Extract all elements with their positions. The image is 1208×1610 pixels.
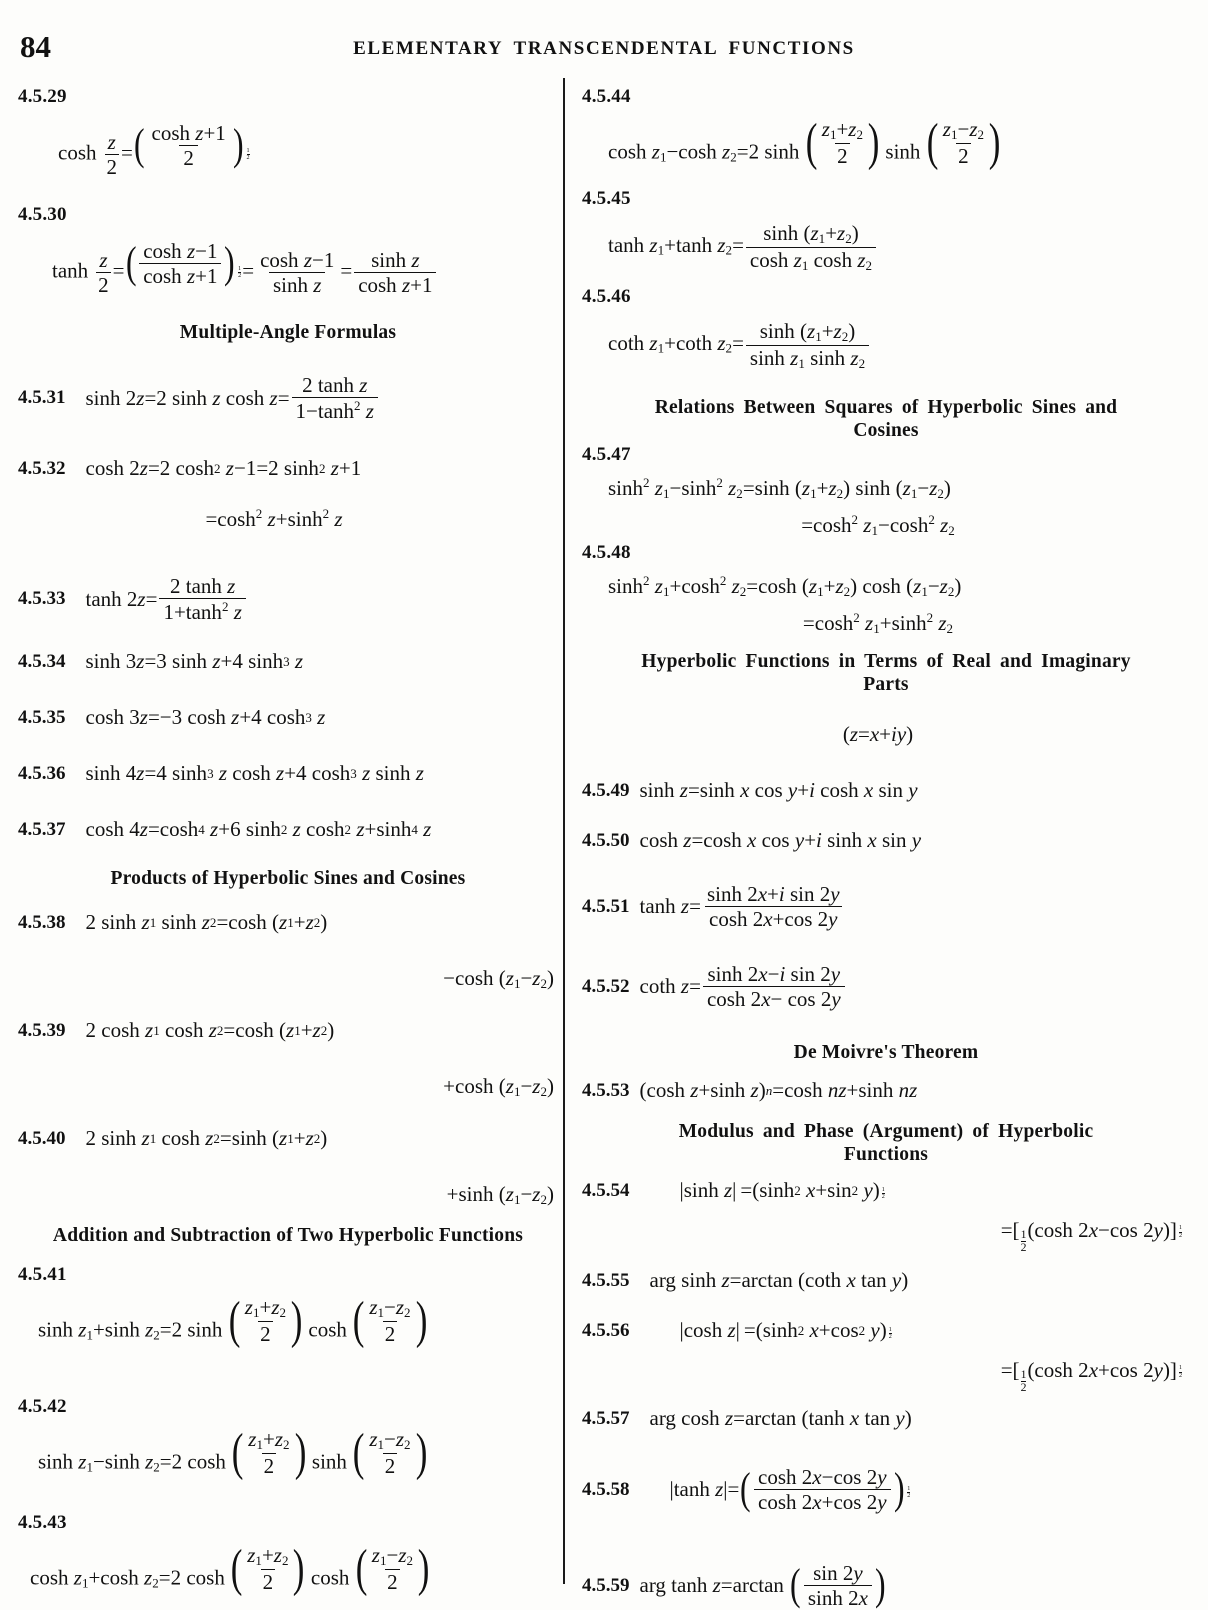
equation-4-5-54-continued: =[ $\frac{1}{2}$ (cosh 2x−cos 2y)] $^{\frac{1}{2}}$ xyxy=(1000,1218,1182,1254)
equation-4-5-31: sinh 2 z =2 sinh z cosh z = $\frac{\text{2 tanh z}}{1-\tanh^2 z}$ xyxy=(86,374,380,422)
equation-row-4-5-51 xyxy=(582,883,846,930)
left-column xyxy=(14,78,562,1597)
equation-4-5-35: cosh 3 z =−3 cosh z +4 cosh 3 z xyxy=(85,705,326,729)
equation-tag-4-5-57: 4.5.57 xyxy=(582,1407,630,1429)
equation-row-4-5-59 xyxy=(582,1562,887,1609)
equation-4-5-40: 2 sinh z 1 cosh z 2 =sinh ( z 1 + z 2 ) xyxy=(85,1126,328,1150)
equation-tag-4-5-50: 4.5.50 xyxy=(582,829,630,851)
equation-tag-4-5-31: 4.5.31 xyxy=(18,387,66,409)
equation-4-5-46: coth $z_1+\cot h$ $z_2=$ $\frac{\sinh (z_1+z_2)}{\sinh z_1 \sinh z_2}$ xyxy=(608,320,871,370)
equation-row-4-5-38 xyxy=(18,910,327,935)
equation-4-5-47: $\sinh^2 z_1-\sinh^2$ $z_2=\sinh$ $(z_1+z_2)$ $\sinh (z_1-z_2)$ xyxy=(608,475,951,501)
equation-tag-4-5-30: 4.5.30 xyxy=(18,204,67,225)
equation-tag-4-5-54: 4.5.54 xyxy=(582,1179,630,1201)
equation-4-5-33: tanh 2 z = $\frac{\text{2 tanh z}}{1+\tanh^2 z}$ xyxy=(86,575,248,623)
equation-tag-4-5-33: 4.5.33 xyxy=(18,588,66,610)
equation-row-4-5-35 xyxy=(18,705,325,730)
equation-4-5-38-continued: −cosh $(z_1-z_2)$ xyxy=(443,966,554,991)
section-heading-multiple-angle: Multiple-Angle Formulas xyxy=(179,322,397,343)
equation-tag-4-5-37: 4.5.37 xyxy=(18,818,66,840)
equation-tag-4-5-34: 4.5.34 xyxy=(18,650,66,672)
equation-4-5-47-continued: $=\cosh^2$ $z_1-\cosh^2$ $z_2$ xyxy=(801,512,955,538)
equation-4-5-50: cosh z =cosh x cos y + i sinh x sin y xyxy=(639,828,922,852)
equation-tag-4-5-36: 4.5.36 xyxy=(18,762,66,784)
equation-tag-4-5-38: 4.5.38 xyxy=(18,911,66,933)
equation-tag-4-5-42: 4.5.42 xyxy=(18,1396,67,1417)
equation-4-5-39: 2 cosh z 1 cosh z 2 =cosh ( z 1 + z 2 ) xyxy=(85,1018,335,1042)
equation-4-5-39-continued: +cosh $(z_1-z_2)$ xyxy=(443,1074,554,1099)
equation-tag-4-5-39: 4.5.39 xyxy=(18,1019,66,1041)
equation-4-5-59: arg tanh z =arctan ( $\frac{\sin 2y}{\sinh 2x}$ ) xyxy=(639,1560,886,1610)
equation-4-5-56: |cosh z | =(sinh 2 x +cos 2 y ) $\frac{1}{2}$ xyxy=(679,1318,892,1342)
body-columns xyxy=(0,78,1208,1610)
equation-tag-4-5-52: 4.5.52 xyxy=(582,975,630,997)
equation-tag-4-5-59: 4.5.59 xyxy=(582,1574,630,1596)
section-heading-realimag-line1: Hyperbolic Functions in Terms of Real and Imaginary xyxy=(641,651,1131,672)
equation-4-5-54: |sinh z | =(sinh 2 x +sin 2 y ) $\frac{1}{2}$ xyxy=(679,1178,885,1202)
section-heading-products: Products of Hyperbolic Sines and Cosines xyxy=(110,868,466,889)
equation-row-4-5-37 xyxy=(18,817,431,842)
equation-4-5-41: $\sinh z_1+\sinh$ $z_2=2$ sinh ( $\frac{z_1+z_2}{2}$ ) cosh ( $\frac{z_1-z_2}{2}$ ) xyxy=(38,1291,427,1349)
equation-row-4-5-49 xyxy=(582,778,918,803)
equation-tag-4-5-46: 4.5.46 xyxy=(582,286,631,307)
equation-4-5-30: tanh $\frac{z}{2}$ = ( $\frac{\text{cosh z−1}}{\text{cosh z+1}}$ ) $^{\frac{1}{2}}$ = $\frac{\text{cosh z−1}}{\text{sinh z}}$ = $\frac{\text{sinh z}}{\text{cosh z+1}}$ xyxy=(52,240,438,296)
equation-4-5-29: cosh $\frac{z}{2}$ = ( $\frac{\text{cosh z+1}}{2}$ ) $^{\frac{1}{2}}$ xyxy=(58,120,250,180)
section-heading-addition: Addition and Subtraction of Two Hyperbolic Functions xyxy=(52,1225,524,1246)
equation-row-4-5-33 xyxy=(18,575,248,623)
equation-tag-4-5-32: 4.5.32 xyxy=(18,457,66,479)
equation-tag-4-5-44: 4.5.44 xyxy=(582,86,631,107)
equation-tag-4-5-53: 4.5.53 xyxy=(582,1079,630,1101)
equation-4-5-40-continued: +sinh $(z_1-z_2)$ xyxy=(446,1182,554,1207)
section-heading-de-moivre: De Moivre's Theorem xyxy=(793,1042,979,1063)
equation-4-5-48: $\sinh^2 z_1+\cosh^2$ $z_2=\cosh$ $(z_1+z_2)$ $\cosh (z_1-z_2)$ xyxy=(608,573,962,599)
section-heading-squares-line2: Cosines xyxy=(853,420,919,441)
equation-4-5-37: cosh 4 z =cosh 4 z +6 sinh 2 z cosh 2 z +sinh 4 z xyxy=(85,817,432,841)
equation-row-4-5-58 xyxy=(582,1466,911,1513)
equation-row-4-5-31 xyxy=(18,374,380,422)
equation-tag-4-5-47: 4.5.47 xyxy=(582,444,631,465)
equation-4-5-55: arg sinh z =arctan (coth x tan y ) xyxy=(649,1268,909,1292)
equation-4-5-58: |tanh z |= ( $\frac{\cosh 2x-\cos 2y}{\cosh 2x+\cos 2y}$ ) $\frac{1}{2}$ xyxy=(669,1464,911,1515)
equation-row-4-5-40 xyxy=(18,1126,327,1151)
equation-tag-4-5-58: 4.5.58 xyxy=(582,1478,630,1500)
equation-tag-4-5-45: 4.5.45 xyxy=(582,188,631,209)
equation-tag-4-5-49: 4.5.49 xyxy=(582,779,630,801)
section-heading-squares-line1: Relations Between Squares of Hyperbolic Sines and xyxy=(654,397,1118,418)
equation-row-4-5-53 xyxy=(582,1078,917,1103)
equation-4-5-48-continued: $=\cosh^2$ $z_1+\sinh^2$ $z_2$ xyxy=(802,610,954,636)
equation-4-5-32-continued: $=\cosh^2$ $z+\sinh^2$ z xyxy=(205,506,343,532)
section-heading-modulus-line1: Modulus and Phase (Argument) of Hyperbolic xyxy=(678,1121,1094,1142)
equation-row-4-5-56 xyxy=(582,1318,893,1343)
equation-4-5-56-continued: =[ $\frac{1}{2}$ (cosh 2x+cos 2y)] $^{\frac{1}{2}}$ xyxy=(1000,1358,1182,1394)
equation-4-5-44: $\cosh z_1-\cosh$ $z_2=2$ sinh ( $\frac{z_1+z_2}{2}$ ) sinh ( $\frac{z_1-z_2}{2}$ ) xyxy=(608,113,1001,171)
equation-4-5-45: $\tanh z_1+\tanh$ $z_2=$ $\frac{\sinh (z_1+z_2)}{\cosh z_1 \cosh z_2}$ xyxy=(608,222,878,272)
equation-tag-4-5-29: 4.5.29 xyxy=(18,86,67,107)
equation-4-5-34: sinh 3 z =3 sinh z +4 sinh 3 z xyxy=(85,649,304,673)
equation-row-4-5-55 xyxy=(582,1268,908,1293)
equation-row-4-5-39 xyxy=(18,1018,334,1043)
equation-4-5-51: tanh z = $\frac{\text{sinh 2x+i sin 2y}}{\cosh 2x+\cos 2y}$ xyxy=(639,882,840,932)
equation-4-5-52: coth z = $\frac{\text{sinh 2x−i sin 2y}}{\cosh 2x- \cos 2y}$ xyxy=(640,963,847,1010)
column-divider xyxy=(563,78,565,1584)
section-heading-modulus-line2: Functions xyxy=(843,1144,929,1165)
right-column xyxy=(578,78,1194,1610)
equation-row-4-5-52 xyxy=(582,963,847,1010)
equation-row-4-5-54 xyxy=(582,1178,886,1203)
equation-4-5-32: cosh 2 z =2 cosh 2 z −1=2 sinh 2 z +1 xyxy=(85,456,362,480)
equation-tag-4-5-51: 4.5.51 xyxy=(582,895,630,917)
equation-row-4-5-32 xyxy=(18,456,361,481)
equation-4-5-36: sinh 4 z =4 sinh 3 z cosh z +4 cosh 3 z sinh z xyxy=(85,761,424,785)
equation-4-5-38: 2 sinh z 1 sinh z 2 =cosh ( z 1 + z 2 ) xyxy=(85,910,328,934)
equation-row-4-5-36 xyxy=(18,761,424,786)
condition-z-equals: (z=x+iy) xyxy=(842,722,914,746)
equation-tag-4-5-43: 4.5.43 xyxy=(18,1512,67,1533)
equation-4-5-43: $\cosh z_1+\cosh$ $z_2=2$ cosh ( $\frac{z_1+z_2}{2}$ ) cosh ( $\frac{z_1-z_2}{2}$ ) xyxy=(30,1539,430,1597)
equation-4-5-53: (cosh z +sinh z ) n =cosh nz +sinh nz xyxy=(639,1078,918,1102)
running-title: ELEMENTARY TRANSCENDENTAL FUNCTIONS xyxy=(353,38,855,59)
equation-4-5-49: sinh z =sinh x cos y + i cosh x sin y xyxy=(639,778,918,802)
equation-4-5-57: arg cosh z =arctan (tanh x tan y ) xyxy=(649,1406,912,1430)
page-number: 84 xyxy=(20,29,51,64)
equation-row-4-5-34 xyxy=(18,649,303,674)
section-heading-realimag-line2: Parts xyxy=(863,674,909,695)
equation-tag-4-5-56: 4.5.56 xyxy=(582,1319,630,1341)
equation-row-4-5-50 xyxy=(582,828,921,853)
equation-tag-4-5-48: 4.5.48 xyxy=(582,542,631,563)
equation-row-4-5-57 xyxy=(582,1406,912,1431)
equation-tag-4-5-41: 4.5.41 xyxy=(18,1264,67,1285)
equation-tag-4-5-40: 4.5.40 xyxy=(18,1127,66,1149)
equation-tag-4-5-55: 4.5.55 xyxy=(582,1269,630,1291)
equation-tag-4-5-35: 4.5.35 xyxy=(18,706,66,728)
equation-4-5-42: $\sinh z_1-\sinh$ $z_2=2$ cosh ( $\frac{z_1+z_2}{2}$ ) sinh ( $\frac{z_1-z_2}{2}$ ) xyxy=(38,1423,427,1481)
running-head xyxy=(0,30,1208,64)
